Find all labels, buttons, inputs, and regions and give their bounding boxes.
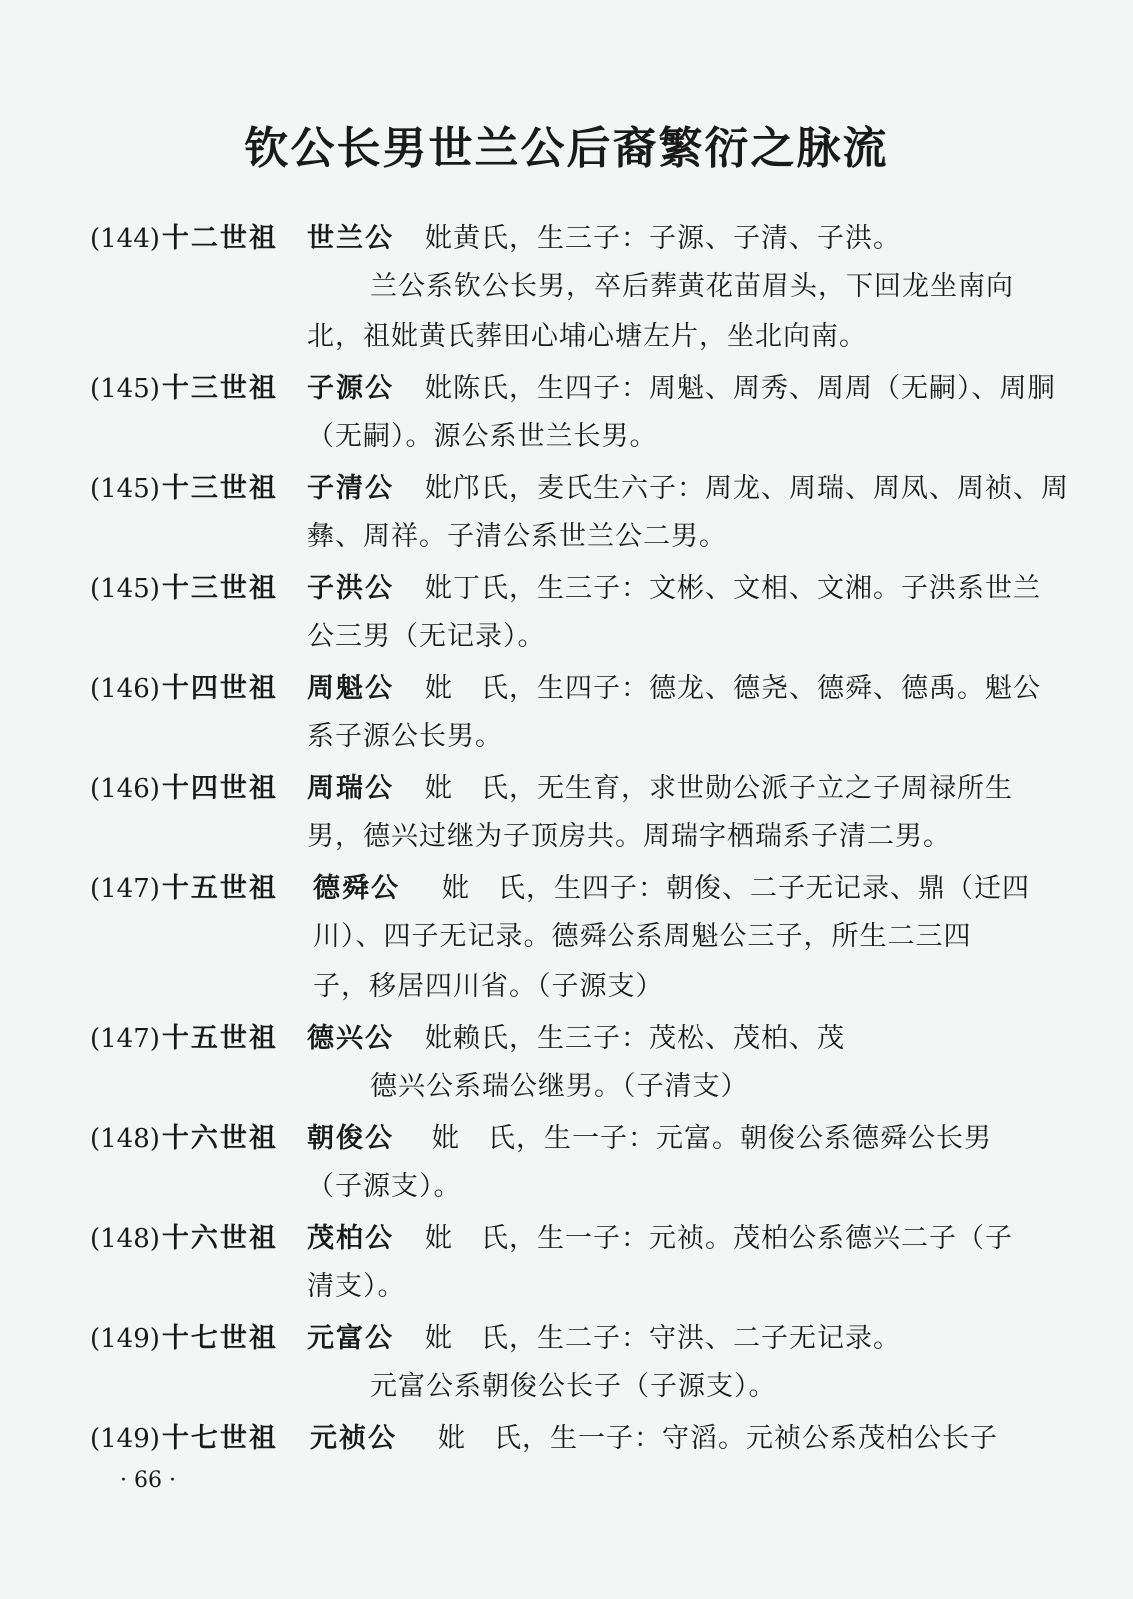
entry-generation: 十四世祖 bbox=[161, 673, 278, 704]
entry-text: 妣 氏，无生育，求世勋公派子立之子周禄所生 bbox=[425, 773, 1013, 804]
entry-name: 子清公 bbox=[307, 473, 394, 504]
entry-text-cont: （无嗣）。源公系世兰长男。 bbox=[307, 421, 658, 452]
entry-heading bbox=[90, 872, 278, 906]
entry-name: 德舜公 bbox=[313, 873, 400, 904]
entry-text-cont: 清支）。 bbox=[307, 1271, 406, 1302]
entry-number: (145) bbox=[90, 474, 160, 504]
entry-heading bbox=[90, 372, 278, 406]
entry-generation: 十六世祖 bbox=[161, 1223, 278, 1254]
entry-text: 妣 氏，生一子：元祯。茂柏公系德兴二子（子 bbox=[425, 1223, 1013, 1254]
entry-name: 子源公 bbox=[307, 373, 394, 404]
entry-number: (147) bbox=[90, 1024, 160, 1054]
entry-name: 茂柏公 bbox=[307, 1223, 394, 1254]
entry-text-indent: 兰公系钦公长男，卒后葬黄花苗眉头，下回龙坐南向 bbox=[370, 271, 1014, 302]
entry-number: (149) bbox=[90, 1424, 160, 1454]
entry-heading bbox=[90, 472, 278, 506]
entry-number: (145) bbox=[90, 374, 160, 404]
entry-number: (148) bbox=[90, 1124, 160, 1154]
entry-generation: 十五世祖 bbox=[161, 1023, 278, 1054]
entry-text: 妣 氏，生二子：守洪、二子无记录。 bbox=[425, 1323, 901, 1354]
entry-text: 妣赖氏，生三子：茂松、茂柏、茂 bbox=[425, 1023, 845, 1054]
entry-text-cont: 彝、周祥。子清公系世兰公二男。 bbox=[307, 521, 727, 552]
entry-name: 德兴公 bbox=[307, 1023, 394, 1054]
entry-heading bbox=[90, 672, 278, 706]
entry-number: (149) bbox=[90, 1324, 160, 1354]
entry-number: (148) bbox=[90, 1224, 160, 1254]
entry-text-cont: 男，德兴过继为子顶房共。周瑞字栖瑞系子清二男。 bbox=[307, 821, 951, 852]
entry-name: 元富公 bbox=[307, 1323, 394, 1354]
page-title: 钦公长男世兰公后裔繁衍之脉流 bbox=[244, 123, 889, 174]
entry-name: 世兰公 bbox=[307, 223, 394, 254]
entry-generation: 十三世祖 bbox=[161, 373, 278, 404]
entry-text-cont: 系子源公长男。 bbox=[307, 721, 503, 752]
entry-heading bbox=[90, 1122, 278, 1156]
entry-text: 妣 氏，生四子：朝俊、二子无记录、鼎（迁四 bbox=[442, 873, 1030, 904]
entry-number: (144) bbox=[90, 224, 160, 254]
entry-text-cont: 子，移居四川省。（子源支） bbox=[313, 971, 664, 1002]
entry-text-indent: 德兴公系瑞公继男。（子清支） bbox=[370, 1071, 749, 1102]
entry-text: 妣丁氏，生三子：文彬、文相、文湘。子洪系世兰 bbox=[425, 573, 1041, 604]
entry-generation: 十三世祖 bbox=[161, 473, 278, 504]
entry-text: 妣黄氏，生三子：子源、子清、子洪。 bbox=[425, 223, 901, 254]
entry-name: 元祯公 bbox=[310, 1423, 397, 1454]
entry-generation: 十四世祖 bbox=[161, 773, 278, 804]
entry-text: 妣陈氏，生四子：周魁、周秀、周周（无嗣）、周胴 bbox=[425, 373, 1056, 404]
entry-text: 妣 氏，生四子：德龙、德尧、德舜、德禹。魁公 bbox=[425, 673, 1041, 704]
entry-heading bbox=[90, 772, 278, 806]
page-number: · 66 · bbox=[120, 1468, 176, 1493]
entry-text-cont: 川）、四子无记录。德舜公系周魁公三子，所生二三四 bbox=[313, 921, 972, 952]
entry-number: (146) bbox=[90, 674, 160, 704]
entry-text-cont: （子源支）。 bbox=[307, 1171, 462, 1202]
entry-heading bbox=[90, 1422, 278, 1456]
entry-text: 妣 氏，生一子：守滔。元祯公系茂柏公长子 bbox=[438, 1423, 998, 1454]
entry-heading bbox=[90, 1022, 278, 1056]
entry-number: (147) bbox=[90, 874, 160, 904]
entry-number: (146) bbox=[90, 774, 160, 804]
entry-text-indent: 元富公系朝俊公长子（子源支）。 bbox=[370, 1371, 777, 1402]
entry-heading bbox=[90, 572, 278, 606]
entry-generation: 十五世祖 bbox=[161, 873, 278, 904]
entry-heading bbox=[90, 1222, 278, 1256]
entry-heading bbox=[90, 222, 278, 256]
entry-name: 朝俊公 bbox=[307, 1123, 394, 1154]
entry-text: 妣邝氏，麦氏生六子：周龙、周瑞、周凤、周祯、周 bbox=[425, 473, 1069, 504]
entry-name: 子洪公 bbox=[307, 573, 394, 604]
entry-text-cont: 公三男（无记录）。 bbox=[307, 621, 546, 652]
entry-generation: 十七世祖 bbox=[161, 1323, 278, 1354]
entry-generation: 十六世祖 bbox=[161, 1123, 278, 1154]
entry-generation: 十二世祖 bbox=[161, 223, 278, 254]
entry-heading bbox=[90, 1322, 278, 1356]
entry-generation: 十三世祖 bbox=[161, 573, 278, 604]
entry-text: 妣 氏，生一子：元富。朝俊公系德舜公长男 bbox=[432, 1123, 992, 1154]
entry-name: 周魁公 bbox=[307, 673, 394, 704]
entry-number: (145) bbox=[90, 574, 160, 604]
entry-generation: 十七世祖 bbox=[161, 1423, 278, 1454]
entry-name: 周瑞公 bbox=[307, 773, 394, 804]
entry-text-cont: 北，祖妣黄氏葬田心埔心塘左片，坐北向南。 bbox=[307, 321, 867, 352]
